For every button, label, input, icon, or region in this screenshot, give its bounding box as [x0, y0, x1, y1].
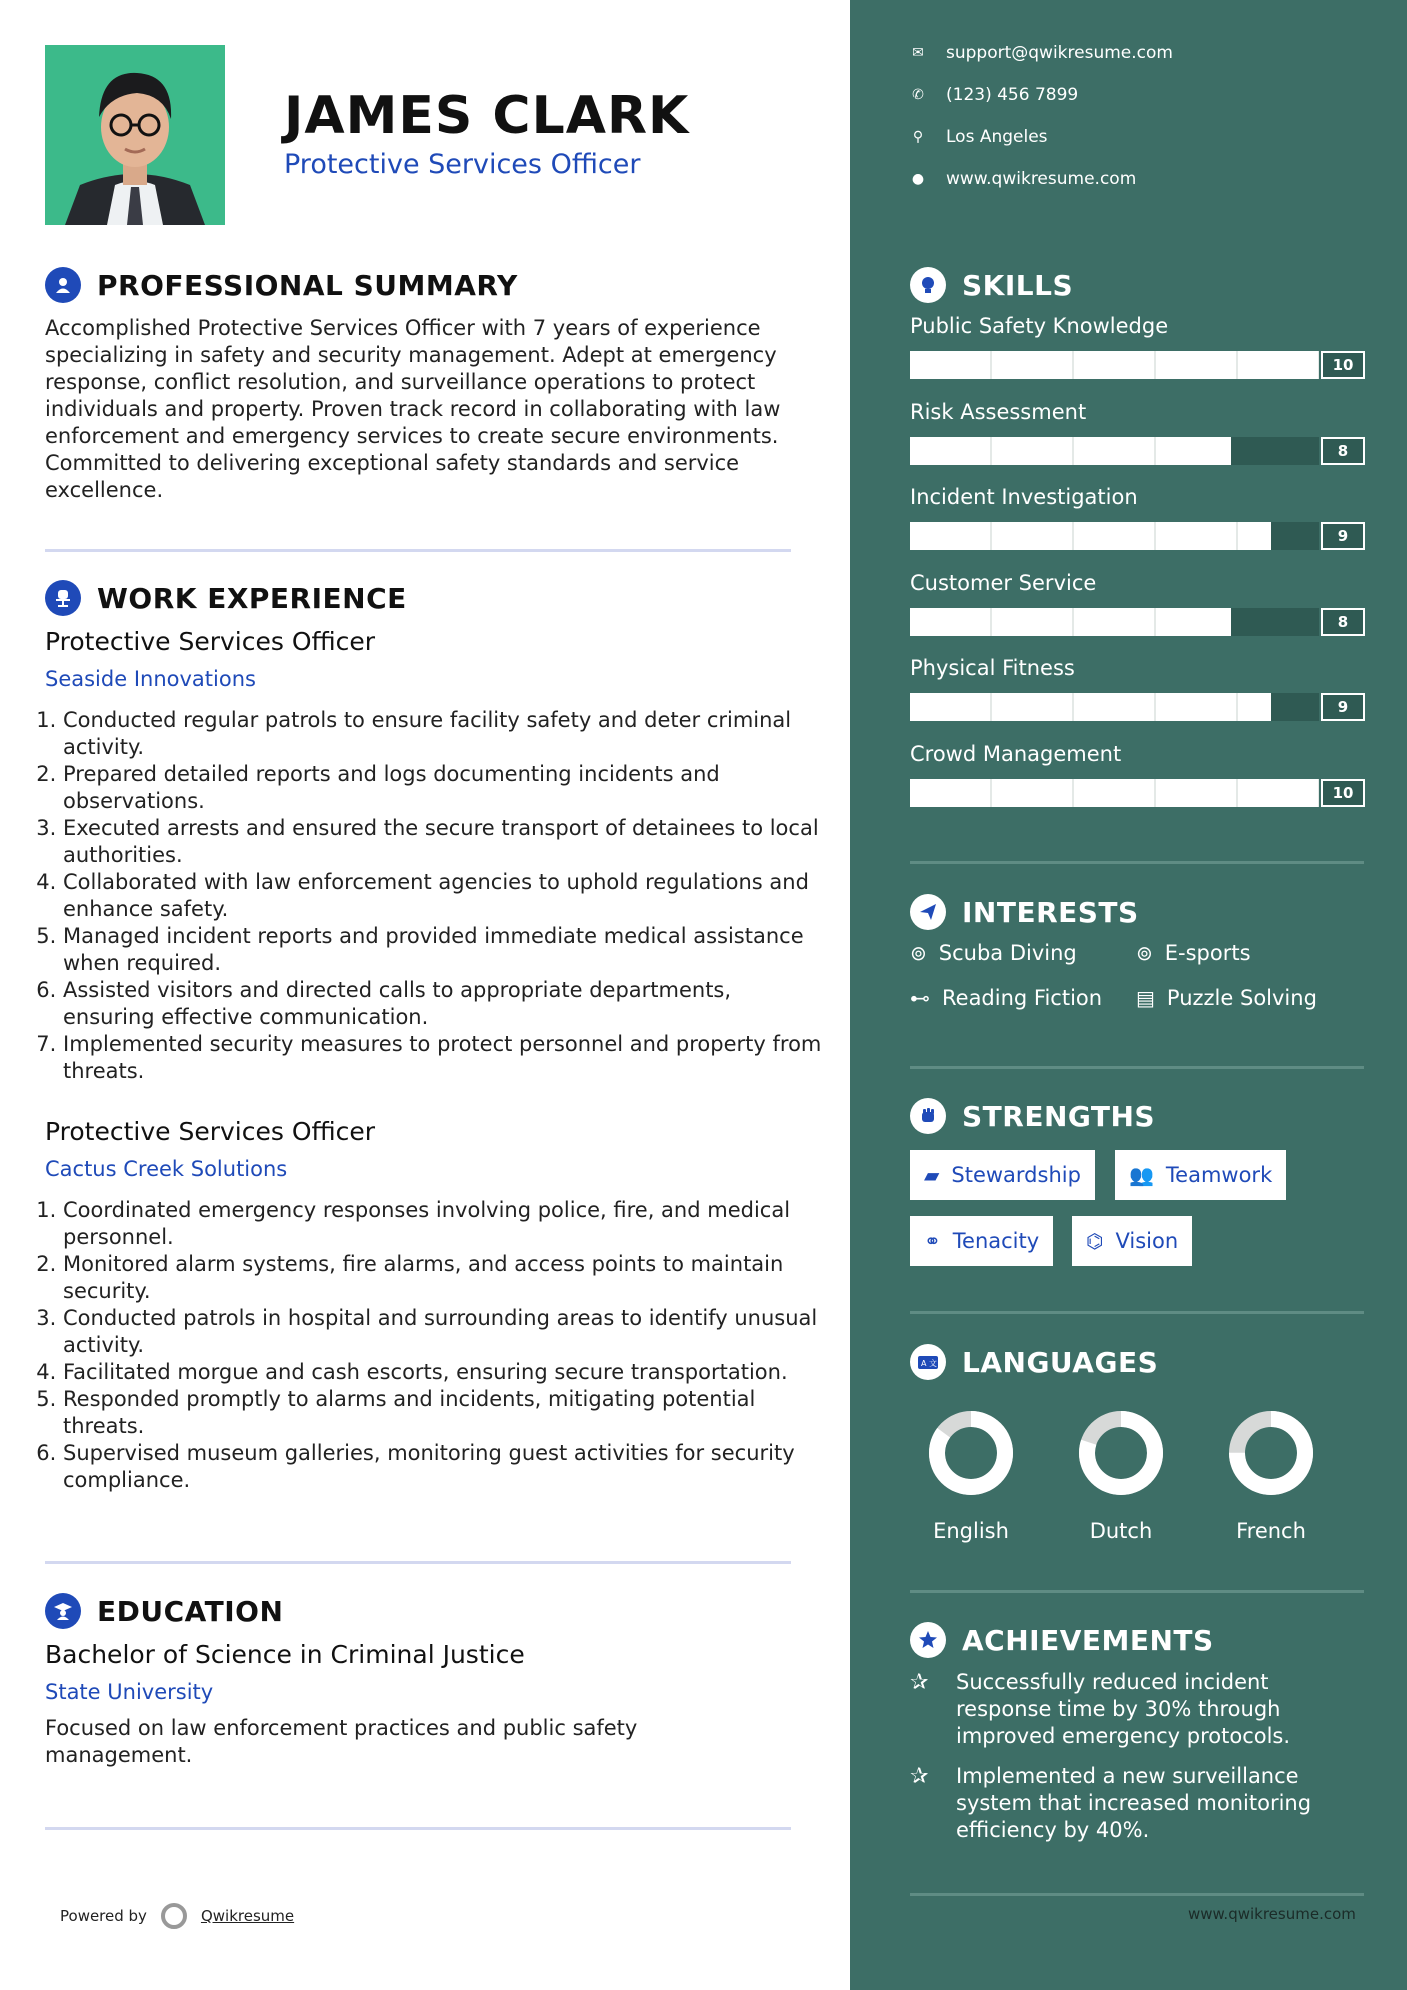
contact-website [910, 169, 1136, 189]
envelope-icon: ✉ [912, 45, 924, 61]
profile-photo [45, 45, 225, 225]
list-item: 4. Collaborated with law enforcement agencies to uphold regulations and enhance safety. [63, 869, 823, 923]
list-item: 1. Coordinated emergency responses involving police, fire, and medical personnel. [63, 1197, 823, 1251]
divider [910, 1893, 1364, 1896]
skill-label: Crowd Management [910, 742, 1122, 766]
achievement-item: ✰ Successfully reduced incident response time by 30% through improved emergency protocols. [910, 1670, 1291, 1748]
star-icon: ✰ [910, 1764, 929, 1789]
svg-text:A: A [921, 1359, 927, 1368]
interest-item: ⊚ Scuba Diving [910, 941, 1077, 965]
interests-header [910, 894, 1139, 930]
job-company: Cactus Creek Solutions [45, 1157, 288, 1181]
education-title: EDUCATION [97, 1594, 284, 1628]
strength-badge: ⌬ Vision [1072, 1216, 1192, 1266]
education-header [45, 1593, 283, 1629]
skill-score: 9 [1321, 693, 1365, 721]
job-duties [45, 707, 823, 1085]
language-label: English [933, 1519, 1009, 1543]
divider [45, 1827, 791, 1830]
phone-icon: ✆ [912, 87, 924, 103]
language-item [916, 1405, 1026, 1543]
translate-icon [910, 1344, 946, 1380]
skill-score: 8 [1321, 437, 1365, 465]
language-label: Dutch [1089, 1519, 1153, 1543]
lifebuoy-icon: ⊚ [910, 941, 927, 965]
language-item [1216, 1405, 1326, 1543]
interest-item: ▤ Puzzle Solving [1136, 986, 1317, 1010]
link-icon: ⚭ [924, 1229, 941, 1253]
strengths-title: STRENGTHS [962, 1099, 1156, 1133]
strength-badge: ⚭ Tenacity [910, 1216, 1053, 1266]
divider [45, 549, 791, 552]
svg-text:文: 文 [929, 1359, 937, 1368]
skill-score: 10 [1321, 351, 1365, 379]
qwikresume-link[interactable]: Qwikresume [200, 1907, 295, 1925]
contact-phone: ✆ (123) 456 7899 [910, 85, 1078, 105]
job-duties [45, 1197, 823, 1494]
skill-score: 10 [1321, 779, 1365, 807]
languages-title: LANGUAGES [962, 1345, 1159, 1379]
skill-label: Physical Fitness [910, 656, 1075, 680]
list-item: 4. Facilitated morgue and cash escorts, ensuring secure transportation. [63, 1359, 823, 1386]
summary-header [45, 267, 518, 303]
experience-title: WORK EXPERIENCE [97, 581, 407, 615]
interest-item: ⊚ E-sports [1136, 941, 1251, 965]
school-name: State University [45, 1680, 214, 1704]
summary-title: PROFESSIONAL SUMMARY [97, 268, 518, 302]
star-icon: ✰ [910, 1670, 929, 1695]
skill-label: Risk Assessment [910, 400, 1087, 424]
contact-email [910, 43, 1173, 63]
graduate-icon [45, 1593, 81, 1629]
job-title: Protective Services Officer [45, 1117, 376, 1146]
strength-badge: ▰ Stewardship [910, 1150, 1095, 1200]
skills-title: SKILLS [962, 268, 1074, 302]
briefcase-icon: ▰ [924, 1163, 940, 1187]
skill-label: Customer Service [910, 571, 1097, 595]
list-item: 6. Supervised museum galleries, monitoring guest activities for security compliance. [63, 1440, 823, 1494]
list-item: 5. Responded promptly to alarms and incidents, mitigating potential threats. [63, 1386, 823, 1440]
list-item: 2. Monitored alarm systems, fire alarms, and access points to maintain security. [63, 1251, 823, 1305]
book-icon: ▤ [1136, 986, 1155, 1010]
interests-title: INTERESTS [962, 895, 1139, 929]
experience-header [45, 580, 407, 616]
skill-label: Incident Investigation [910, 485, 1138, 509]
job-company: Seaside Innovations [45, 667, 256, 691]
list-item: 3. Executed arrests and ensured the secure transport of detainees to local authorities. [63, 815, 823, 869]
email-link[interactable]: support@qwikresume.com [946, 43, 1173, 63]
interest-item: ⊷ Reading Fiction [910, 986, 1103, 1010]
lifebuoy-icon: ⊚ [1136, 941, 1153, 965]
degree-title: Bachelor of Science in Criminal Justice [45, 1640, 525, 1669]
list-item: 1. Conducted regular patrols to ensure facility safety and deter criminal activity. [63, 707, 823, 761]
list-item: 3. Conducted patrols in hospital and surrounding areas to identify unusual activity. [63, 1305, 823, 1359]
website-link[interactable]: www.qwikresume.com [946, 169, 1137, 189]
skill-bar [910, 693, 1319, 721]
skill-score: 8 [1321, 608, 1365, 636]
divider [45, 1561, 791, 1564]
qwikresume-logo-icon [161, 1903, 187, 1929]
skills-header [910, 267, 1073, 303]
list-item: 5. Managed incident reports and provided immediate medical assistance when required. [63, 923, 823, 977]
binoculars-icon: ⌬ [1086, 1229, 1104, 1253]
skill-bar [910, 522, 1319, 550]
education-description: Focused on law enforcement practices and public safety management. [45, 1716, 638, 1767]
achievements-header [910, 1622, 1214, 1658]
globe-icon: ● [911, 171, 925, 187]
divider [910, 1590, 1364, 1593]
list-item: 6. Assisted visitors and directed calls to appropriate departments, ensuring effective communication. [63, 977, 823, 1031]
user-icon [45, 267, 81, 303]
job-title: Protective Services Officer [45, 627, 376, 656]
footer-website[interactable]: www.qwikresume.com [1188, 1905, 1356, 1923]
skill-bar [910, 608, 1319, 636]
list-item: 7. Implemented security measures to protect personnel and property from threats. [63, 1031, 823, 1085]
divider [910, 861, 1364, 864]
lightbulb-icon [910, 267, 946, 303]
skill-bar-fill [910, 522, 1271, 550]
office-chair-icon [45, 580, 81, 616]
languages-header [910, 1344, 1158, 1380]
language-donut [1066, 1405, 1176, 1501]
candidate-name: JAMES CLARK [284, 86, 690, 146]
strength-badge: 👥 Teamwork [1115, 1150, 1286, 1200]
achievements-title: ACHIEVEMENTS [962, 1623, 1214, 1657]
strengths-header [910, 1098, 1155, 1134]
skill-label: Public Safety Knowledge [910, 314, 1169, 338]
map-marker-icon: ⚲ [912, 129, 924, 145]
language-donut [916, 1405, 1026, 1501]
skill-bar-fill [910, 437, 1231, 465]
paper-plane-icon [910, 894, 946, 930]
skill-score: 9 [1321, 522, 1365, 550]
divider [910, 1066, 1364, 1069]
star-badge-icon [910, 1622, 946, 1658]
skill-bar-fill [910, 779, 1319, 807]
skill-bar-fill [910, 608, 1231, 636]
gamepad-icon: ⊷ [910, 986, 930, 1010]
skill-bar-fill [910, 693, 1271, 721]
contact-location: ⚲ Los Angeles [910, 127, 1048, 147]
skill-bar [910, 351, 1319, 379]
achievement-item: ✰ Implemented a new surveillance system that increased monitoring efficiency by 40%. [910, 1764, 1312, 1842]
language-label: French [1236, 1519, 1306, 1543]
fist-icon [910, 1098, 946, 1134]
users-icon: 👥 [1129, 1163, 1154, 1187]
skill-bar [910, 437, 1319, 465]
list-item: 2. Prepared detailed reports and logs documenting incidents and observations. [63, 761, 823, 815]
language-donut [1216, 1405, 1326, 1501]
candidate-role: Protective Services Officer [284, 149, 641, 180]
skill-bar-fill [910, 351, 1319, 379]
summary-text: Accomplished Protective Services Officer with 7 years of experience specializing in safety and security management. Adept at emergency response, conflict resolution, and surveillance operations to protect individuals and property. Proven track record in collaborating with law enforcement and emergency services to create secure environments. Committed to delivering exceptional safety standards and service excellence. [45, 316, 781, 502]
divider [910, 1311, 1364, 1314]
powered-by: Powered by Qwikresume [60, 1903, 294, 1929]
skill-bar [910, 779, 1319, 807]
language-item [1066, 1405, 1176, 1543]
